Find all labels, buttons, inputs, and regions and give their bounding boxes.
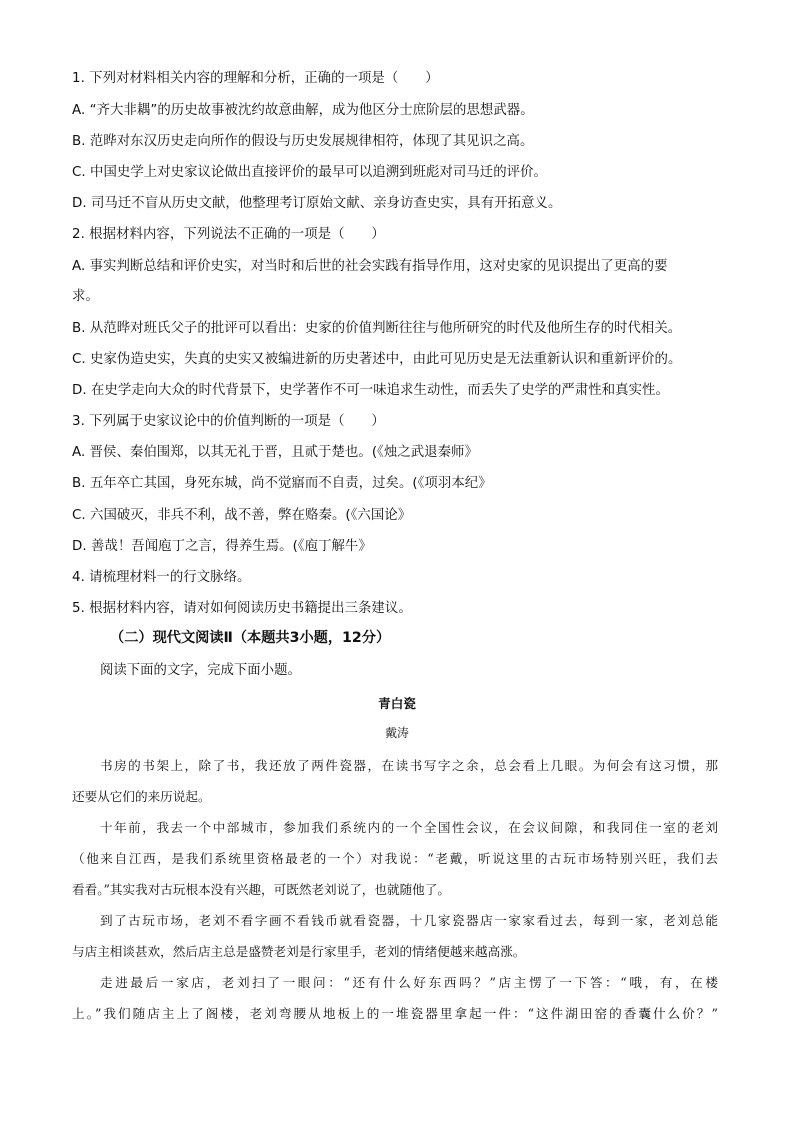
question-3-option-c: C. 六国破灭，非兵不利，战不善，弊在赂秦。(《六国论》 (72, 508, 412, 523)
question-4-stem: 4. 请梳理材料一的行文脉络。 (72, 570, 251, 585)
section-intro: 阅读下面的文字，完成下面小题。 (100, 663, 301, 678)
question-3-option-b: B. 五年卒亡其国，身死东城，尚不觉寤而不自责，过矣。(《项羽本纪》 (72, 476, 492, 491)
question-1-option-c: C. 中国史学上对史家议论做出直接评价的最早可以追溯到班彪对司马迁的评价。 (72, 165, 547, 180)
story-paragraph-2-line-2: （他来自江西，是我们系统里资格最老的一个）对我说：“老戴，听说这里的古玩市场特别兴旺，我们去 (72, 851, 718, 866)
question-3-option-d: D. 善哉！吾闻庖丁之言，得养生焉。(《庖丁解牛》 (72, 539, 372, 554)
story-paragraph-4-line-2: 上。”我们随店主上了阁楼，老刘弯腰从地板上的一堆瓷器里拿起一件：“这件湖田窑的香囊什么价？” (72, 1006, 718, 1021)
story-paragraph-2-line-3: 看看。”其实我对古玩根本没有兴趣，可既然老刘说了，也就随他了。 (72, 882, 450, 897)
story-paragraph-2-line-1: 十年前，我去一个中部城市，参加我们系统内的一个全国性会议，在会议间隙，和我同住一室的老刘 (100, 820, 718, 835)
question-3-option-a: A. 晋侯、秦伯围郑，以其无礼于晋，且贰于楚也。(《烛之武退秦师》 (72, 445, 478, 460)
story-title: 青白瓷 (378, 696, 416, 711)
story-paragraph-1-line-2: 还要从它们的来历说起。 (72, 789, 211, 804)
question-5-stem: 5. 根据材料内容，请对如何阅读历史书籍提出三条建议。 (72, 601, 412, 616)
story-paragraph-1-line-1: 书房的书架上，除了书，我还放了两件瓷器，在读书写字之余，总会看上几眼。为何会有这习惯，那 (100, 758, 718, 773)
question-2-option-c: C. 史家伪造史实，失真的史实又被编进新的历史著述中，由此可见历史是无法重新认识和重新评价的。 (72, 352, 682, 367)
story-paragraph-4-line-1: 走进最后一家店，老刘扫了一眼问：“还有什么好东西吗？”店主愣了一下答：“哦，有，在楼 (100, 975, 718, 990)
question-1-option-d: D. 司马迁不盲从历史文献，他整理考订原始文献、亲身访查史实，具有开拓意义。 (72, 196, 562, 211)
question-1-option-a: A. “齐大非耦”的历史故事被沈约故意曲解，成为他区分士庶阶层的思想武器。 (72, 103, 534, 118)
question-2-option-a: A. 事实判断总结和评价史实，对当时和后世的社会实践有指导作用，这对史家的见识提出了更高的要 (72, 259, 668, 274)
question-1-stem: 1. 下列对材料相关内容的理解和分析，正确的一项是（ ） (72, 71, 439, 86)
question-2-option-d: D. 在史学走向大众的时代背景下，史学著作不可一味追求生动性，而丢失了史学的严肃性和真实性。 (72, 383, 669, 398)
question-2-option-b: B. 从范晔对班氏父子的批评可以看出：史家的价值判断往往与他所研究的时代及他所生存的时代相关。 (72, 321, 682, 336)
question-1-option-b: B. 范晔对东汉历史走向所作的假设与历史发展规律相符，体现了其见识之高。 (72, 134, 534, 149)
question-3-stem: 3. 下列属于史家议论中的价值判断的一项是（ ） (72, 414, 385, 429)
story-author: 戴涛 (385, 726, 409, 740)
story-paragraph-3-line-2: 与店主相谈甚欢，然后店主总是盛赞老刘是行家里手，老刘的情绪便越来越高涨。 (72, 944, 526, 959)
story-paragraph-3-line-1: 到了古玩市场，老刘不看字画不看钱币就看瓷器，十几家瓷器店一家家看过去，每到一家，老刘总能 (100, 913, 718, 928)
section-heading: （二）现代文阅读Ⅱ（本题共3小题，12分） (110, 630, 391, 646)
question-2-option-a-continued: 求。 (72, 289, 99, 304)
question-2-stem: 2. 根据材料内容，下列说法不正确的一项是（ ） (72, 227, 385, 242)
